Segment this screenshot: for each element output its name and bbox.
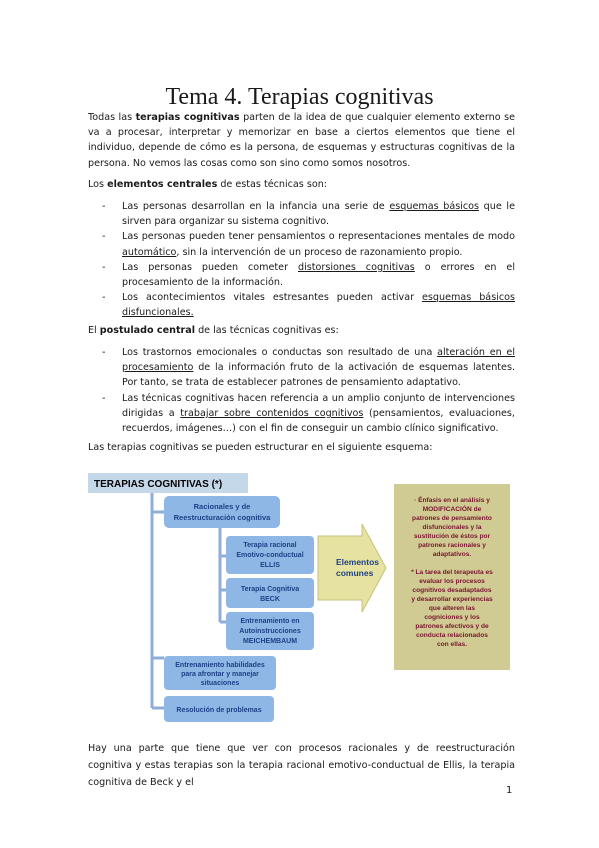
list-item — [88, 290, 515, 320]
postulate-list — [88, 345, 515, 436]
note-line: evaluar los procesos — [419, 578, 485, 585]
page-number: 1 — [506, 785, 513, 796]
therapies-diagram — [88, 470, 518, 730]
bullet-dash: - — [102, 347, 106, 358]
page-title: Tema 4. Terapias cognitivas — [165, 84, 434, 110]
note-line: patrones afectivos y de — [415, 623, 489, 630]
list-underlined-text: trabajar sobre contenidos cognitivos — [180, 407, 364, 419]
note-line: adaptativos. — [432, 551, 472, 558]
box-beck-line: Terapia Cognitiva — [240, 586, 300, 593]
list-item — [88, 345, 515, 391]
box-ellis-line: ELLIS — [260, 562, 280, 569]
list-underlined-text: esquemas básicos — [389, 201, 480, 212]
note-line: MODIFICACIÓN de — [422, 506, 482, 513]
box-racionales — [164, 496, 280, 528]
note-line: · Énfasis en el análisis y — [414, 497, 490, 504]
elements-intro — [88, 177, 515, 192]
note-text — [411, 495, 493, 648]
bullet-dash: - — [102, 292, 106, 304]
postulate-intro-text-2: de las técnicas cognitivas es: — [195, 325, 339, 336]
intro-text-1: Todas las — [88, 112, 136, 123]
list-text: (pensamientos, evaluaciones, recuerdos, imágenes…) con el fin de conseguir un cambio clínico significativo. — [122, 407, 515, 435]
list-underlined-text: esquemas básicos disfuncionales. — [122, 292, 515, 319]
list-underlined-text: automático — [122, 246, 177, 258]
postulate-intro-text-1: El — [88, 325, 100, 336]
note-line: patrones racionales y — [418, 542, 486, 549]
elements-intro-text-1: Los — [88, 179, 108, 190]
diagram-header: TERAPIAS COGNITIVAS (*) — [94, 479, 223, 490]
list-text: o errores en el procesamiento de la información. — [122, 261, 515, 289]
list-text: Las personas pueden cometer — [122, 261, 298, 273]
list-underlined-text: distorsiones cognitivas — [298, 261, 415, 273]
postulate-intro-bold: postulado central — [99, 325, 196, 336]
list-item — [88, 260, 515, 290]
box-resolucion-text: Resolución de problemas — [176, 707, 262, 714]
bullet-dash: - — [102, 231, 106, 243]
bullet-dash: - — [102, 261, 106, 273]
list-text: Las técnicas cognitivas hacen referencia a un amplio conjunto de intervenciones dirigidas a — [122, 392, 515, 419]
note-line: y desarrollar experiencias — [411, 596, 493, 603]
list-item — [88, 391, 515, 437]
note-line: cognitivos desadaptados — [412, 587, 492, 594]
list-text: Los trastornos emocionales o conductas son resultado de una — [122, 347, 438, 358]
box-meichembaum-line: MEICHEMBAUM — [242, 638, 298, 645]
list-text: que le sirven para organizar su sistema cognitivo. — [122, 201, 515, 228]
box-habilidades-line: Entrenamiento habilidades — [175, 662, 265, 669]
box-meichembaum-line: Entrenamiento en — [240, 618, 300, 625]
scheme-intro: Las terapias cognitivas se pueden estructurar en el siguiente esquema: — [88, 442, 433, 453]
note-line: * La tarea del terapeuta es — [411, 569, 493, 576]
elements-intro-text-2: de estas técnicas son: — [217, 179, 328, 190]
list-text: , sin la intervención de un proceso de razonamiento propio. — [176, 246, 463, 258]
closing-paragraph: Hay una parte que tiene que ver con procesos racionales y de reestructuración cognitiva y estas terapias son la terapia racional emotivo-conductual de Ellis, la terapia cognitiva de Beck y el — [88, 743, 515, 788]
note-line: con ellas. — [436, 641, 468, 648]
box-beck-line: BECK — [260, 596, 280, 603]
intro-bold-term: terapias cognitivas — [135, 112, 240, 123]
list-text: Las personas pueden tener pensamientos o representaciones mentales de modo — [122, 231, 515, 243]
note-line: disfuncionales y la — [422, 524, 482, 531]
intro-text-2: parten de la idea de que cualquier elemento externo se va a procesar, interpretar y memorizar en base a ciertos elementos que tiene el individuo, depende de cómo es la persona, de esquemas y estructuras cognitivas de la persona. No vemos las cosas como son sino como somos nosotros. — [88, 112, 515, 169]
elements-list — [88, 199, 515, 321]
box-racionales-line: Reestructuración cognitiva — [173, 513, 271, 522]
box-racionales-line: Racionales y de — [193, 502, 251, 511]
note-line: cogniciones y los — [424, 614, 480, 621]
list-text: Las personas desarrollan en la infancia una serie de — [122, 201, 390, 212]
box-habilidades-line: situaciones — [200, 680, 240, 687]
note-line: que alteren las — [428, 605, 476, 612]
list-item — [88, 199, 515, 229]
common-elements-label: Elementos — [336, 557, 379, 567]
box-meichembaum-line: Autoinstrucciones — [239, 628, 301, 635]
common-elements-label: comunes — [336, 568, 374, 578]
intro-paragraph — [88, 110, 515, 171]
box-beck — [226, 578, 314, 608]
postulate-intro — [88, 323, 515, 338]
list-item — [88, 229, 515, 259]
bullet-dash: - — [102, 392, 106, 404]
list-text: de la información fruto de la activación de esquemas latentes. Por tanto, se trata de establecer patrones de pensamiento adaptativo. — [122, 362, 515, 389]
note-line: conducta relacionados — [416, 632, 488, 639]
box-habilidades-line: para afrontar y manejar — [181, 671, 259, 678]
note-line: sustitución de éstos por — [413, 533, 491, 540]
list-text: Los acontecimientos vitales estresantes pueden activar — [122, 292, 423, 304]
elements-intro-bold: elementos centrales — [107, 179, 218, 190]
box-ellis-line: Emotivo-conductual — [236, 552, 304, 559]
note-line: patrones de pensamiento — [412, 515, 492, 522]
bullet-dash: - — [102, 201, 106, 212]
list-underlined-text: alteración en el procesamiento — [122, 347, 515, 374]
box-ellis-line: Terapia racional — [243, 542, 297, 549]
